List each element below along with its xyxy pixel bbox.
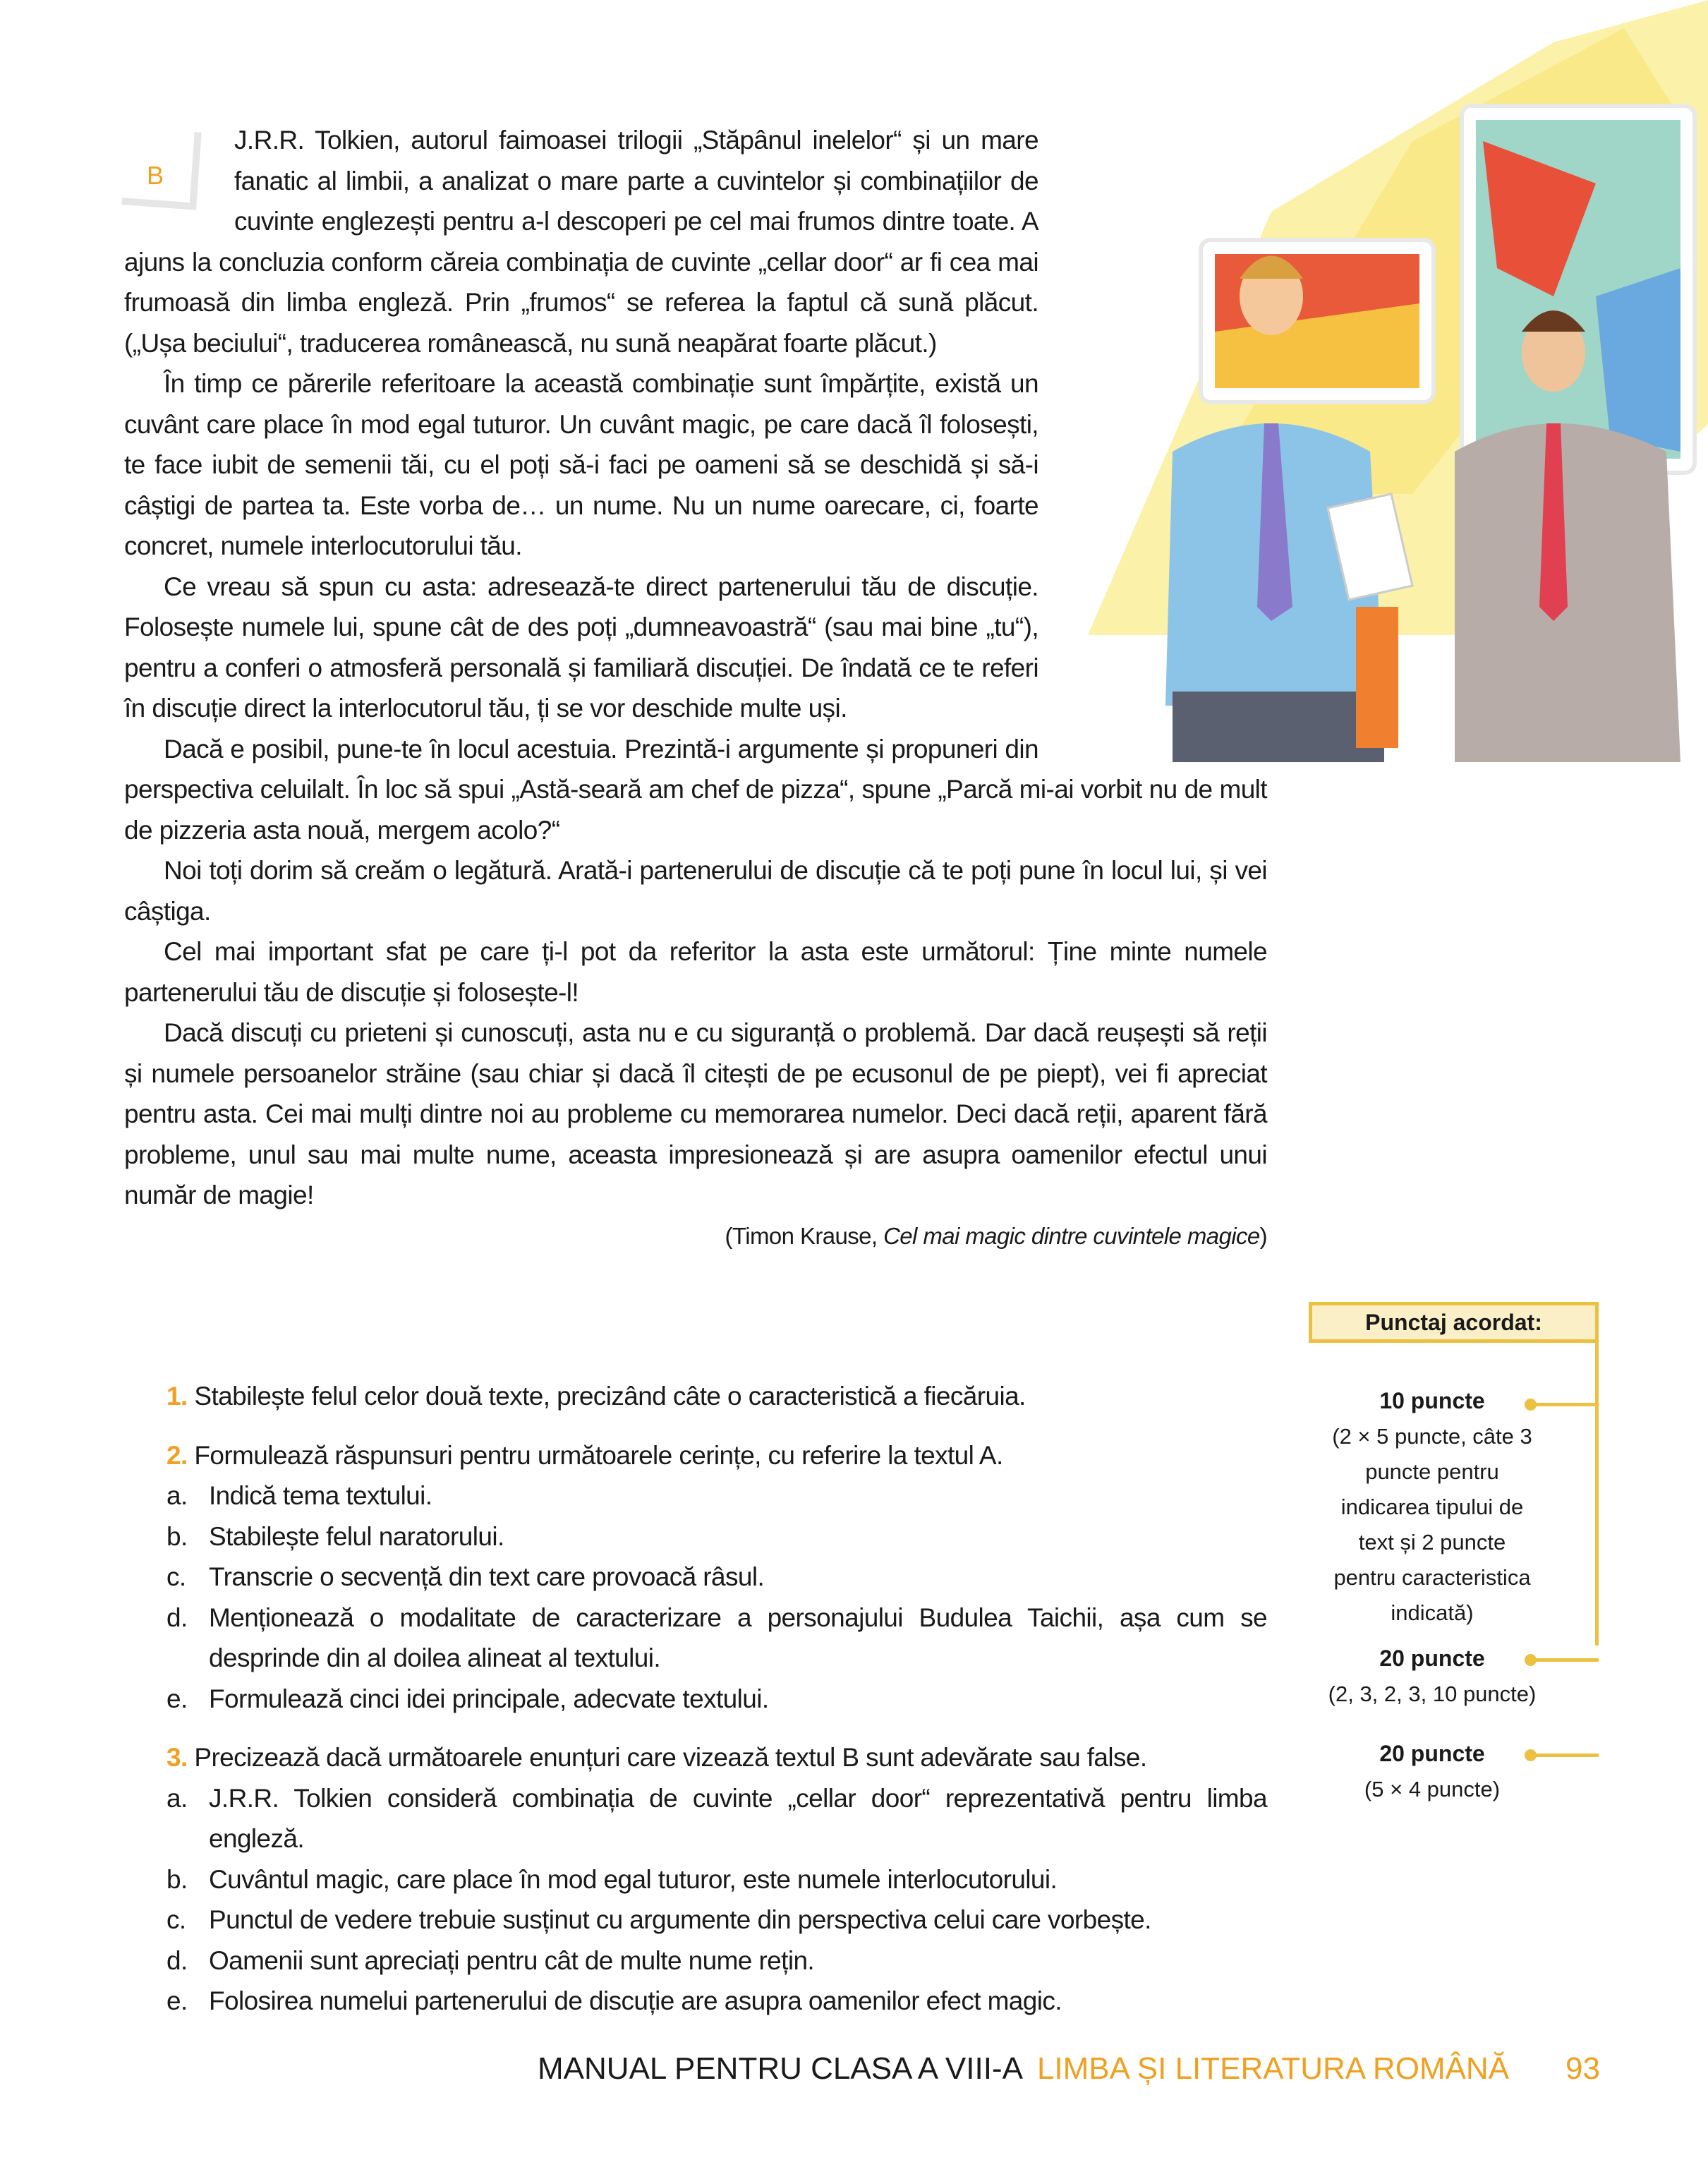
question-text: Stabilește felul celor două texte, precizând câte o caracteristică a fiecăruia. bbox=[194, 1382, 1026, 1411]
score-item-3: 20 puncte (5 × 4 puncte) bbox=[1364, 1741, 1501, 1801]
source-title: Cel mai magic dintre cuvintele magice bbox=[883, 1222, 1260, 1249]
subquestion: b. Stabilește felul naratorului. bbox=[166, 1521, 504, 1551]
score-panel bbox=[1309, 1302, 1599, 1801]
paragraph: Dacă e posibil, pune-te în locul acestuia. Prezintă-i argumente și propuneri din perspectiva celuilalt. În loc să spui „Astă-seară am chef de pizza“, spune „Parcă mi-ai vorbit nu de mult de pizzeria asta nouă, mergem acolo?“ bbox=[124, 734, 1267, 845]
score-rail bbox=[1595, 1337, 1599, 1646]
subquestion: a. J.R.R. Tolkien consideră combinația de cuvinte „cellar door“ reprezentativă pentru limba engleză. bbox=[166, 1783, 1267, 1853]
source-end: ) bbox=[1259, 1222, 1267, 1249]
question-number: 1. bbox=[166, 1382, 188, 1411]
page-number: 93 bbox=[1565, 2051, 1600, 2086]
subquestion: d. Menționează o modalitate de caracterizare a personajului Budulea Taichii, așa cum se desprinde din al doilea alineat al textului. bbox=[166, 1602, 1267, 1672]
source-author: (Timon Krause, bbox=[725, 1222, 884, 1249]
question-3 bbox=[166, 1737, 1267, 1778]
score-connector bbox=[1529, 1403, 1599, 1406]
source-citation bbox=[124, 1219, 1267, 1254]
question-1 bbox=[166, 1376, 1267, 1417]
question-text: Formulează răspunsuri pentru următoarele cerințe, cu referire la textul A. bbox=[194, 1440, 1003, 1470]
text-b-marker bbox=[119, 120, 203, 226]
marker-letter: B bbox=[147, 161, 164, 190]
footer-manual: MANUAL PENTRU CLASA A VIII-A bbox=[538, 2051, 1023, 2086]
score-item-1: 10 puncte (2 × 5 puncte, câte 3 puncte pentru indicarea tipului de text și 2 puncte pentru caracteristica indicată) bbox=[1332, 1388, 1532, 1625]
text-b bbox=[124, 120, 1267, 1254]
subquestion: b. Cuvântul magic, care place în mod egal tuturor, este numele interlocutorului. bbox=[166, 1864, 1058, 1894]
paragraph: Cel mai important sfat pe care ți-l pot da referitor la asta este următorul: Ține minte numele partenerului tău de discuție și folosește-l! bbox=[124, 937, 1267, 1007]
illustration-two-men-talking bbox=[1060, 0, 1708, 762]
subquestion: e. Formulează cinci idei principale, adecvate textului. bbox=[166, 1684, 769, 1713]
footer-subject: LIMBA ȘI LITERATURA ROMÂNĂ bbox=[1036, 2051, 1510, 2086]
question-2 bbox=[166, 1435, 1267, 1476]
paragraph: În timp ce părerile referitoare la această combinație sunt împărțite, există un cuvânt care place în mod egal tuturor. Un cuvânt magic, pe care dacă îl folosești, te face iubit de semenii tăi, cu el poți să-i faci pe oameni să se deschidă și să-i câștigi de partea ta. Este vorba de… un nume. Nu un nume oarecare, ci, foarte concret, numele interlocutorului tău. bbox=[124, 369, 1038, 560]
page-footer bbox=[0, 2046, 1600, 2091]
subquestion: d. Oamenii sunt apreciați pentru cât de multe nume rețin. bbox=[166, 1945, 815, 1975]
question-text: Precizează dacă următoarele enunțuri care vizează textul B sunt adevărate sau false. bbox=[194, 1743, 1147, 1772]
paragraph: Ce vreau să spun cu asta: adresează-te direct partenerului tău de discuție. Folosește numele lui, spune cât de des poți „dumneavoastră“ (sau mai bine „tu“), pentru a conferi o atmosferă personală și familiară discuției. De îndată ce te referi în discuție direct la interlocutorul tău, ți se vor deschide multe uși. bbox=[124, 572, 1038, 723]
paragraph: Dacă discuți cu prieteni și cunoscuți, asta nu e cu siguranță o problemă. Dar dacă reușești să reții și numele persoanelor străine (sau chiar și dacă îl citești de pe ecusonul de pe piept), vei fi apreciat pentru asta. Cei mai mulți dintre noi au probleme cu memorarea numelor. Deci dacă reții, aparent fără probleme, unul sau mai multe nume, aceasta impresionează și are asupra oamenilor efectul unui număr de magie! bbox=[124, 1018, 1267, 1209]
question-number: 3. bbox=[166, 1743, 188, 1772]
score-header: Punctaj acordat: bbox=[1309, 1302, 1599, 1343]
subquestion: c. Punctul de vedere trebuie susținut cu argumente din perspectiva celui care vorbește. bbox=[166, 1905, 1151, 1934]
subquestion: e. Folosirea numelui partenerului de discuție are asupra oamenilor efect magic. bbox=[166, 1986, 1062, 2015]
subquestion: a. Indică tema textului. bbox=[166, 1481, 432, 1510]
questions bbox=[166, 1376, 1267, 2022]
paragraph: Noi toți dorim să creăm o legătură. Arată-i partenerului de discuție că te poți pune în locul lui, și vei câștiga. bbox=[124, 856, 1267, 926]
paragraph: J.R.R. Tolkien, autorul faimoasei trilogii „Stăpânul inelelor“ și un mare fanatic al limbii, a analizat o mare parte a cuvintelor și combinațiilor de cuvinte englezești pentru a-l descoperi pe cel mai frumos dintre toate. A ajuns la concluzia conform căreia combinația de cuvinte „cellar door“ ar fi cea mai frumoasă din limba engleză. Prin „frumos“ se referea la faptul că sună plăcut. („Ușa beciului“, traducerea românească, nu sună neapărat foarte plăcut.) bbox=[124, 126, 1038, 358]
subquestion: c. Transcrie o secvență din text care provoacă râsul. bbox=[166, 1562, 765, 1591]
score-item-2: 20 puncte (2, 3, 2, 3, 10 puncte) bbox=[1328, 1646, 1537, 1706]
question-number: 2. bbox=[166, 1440, 188, 1470]
